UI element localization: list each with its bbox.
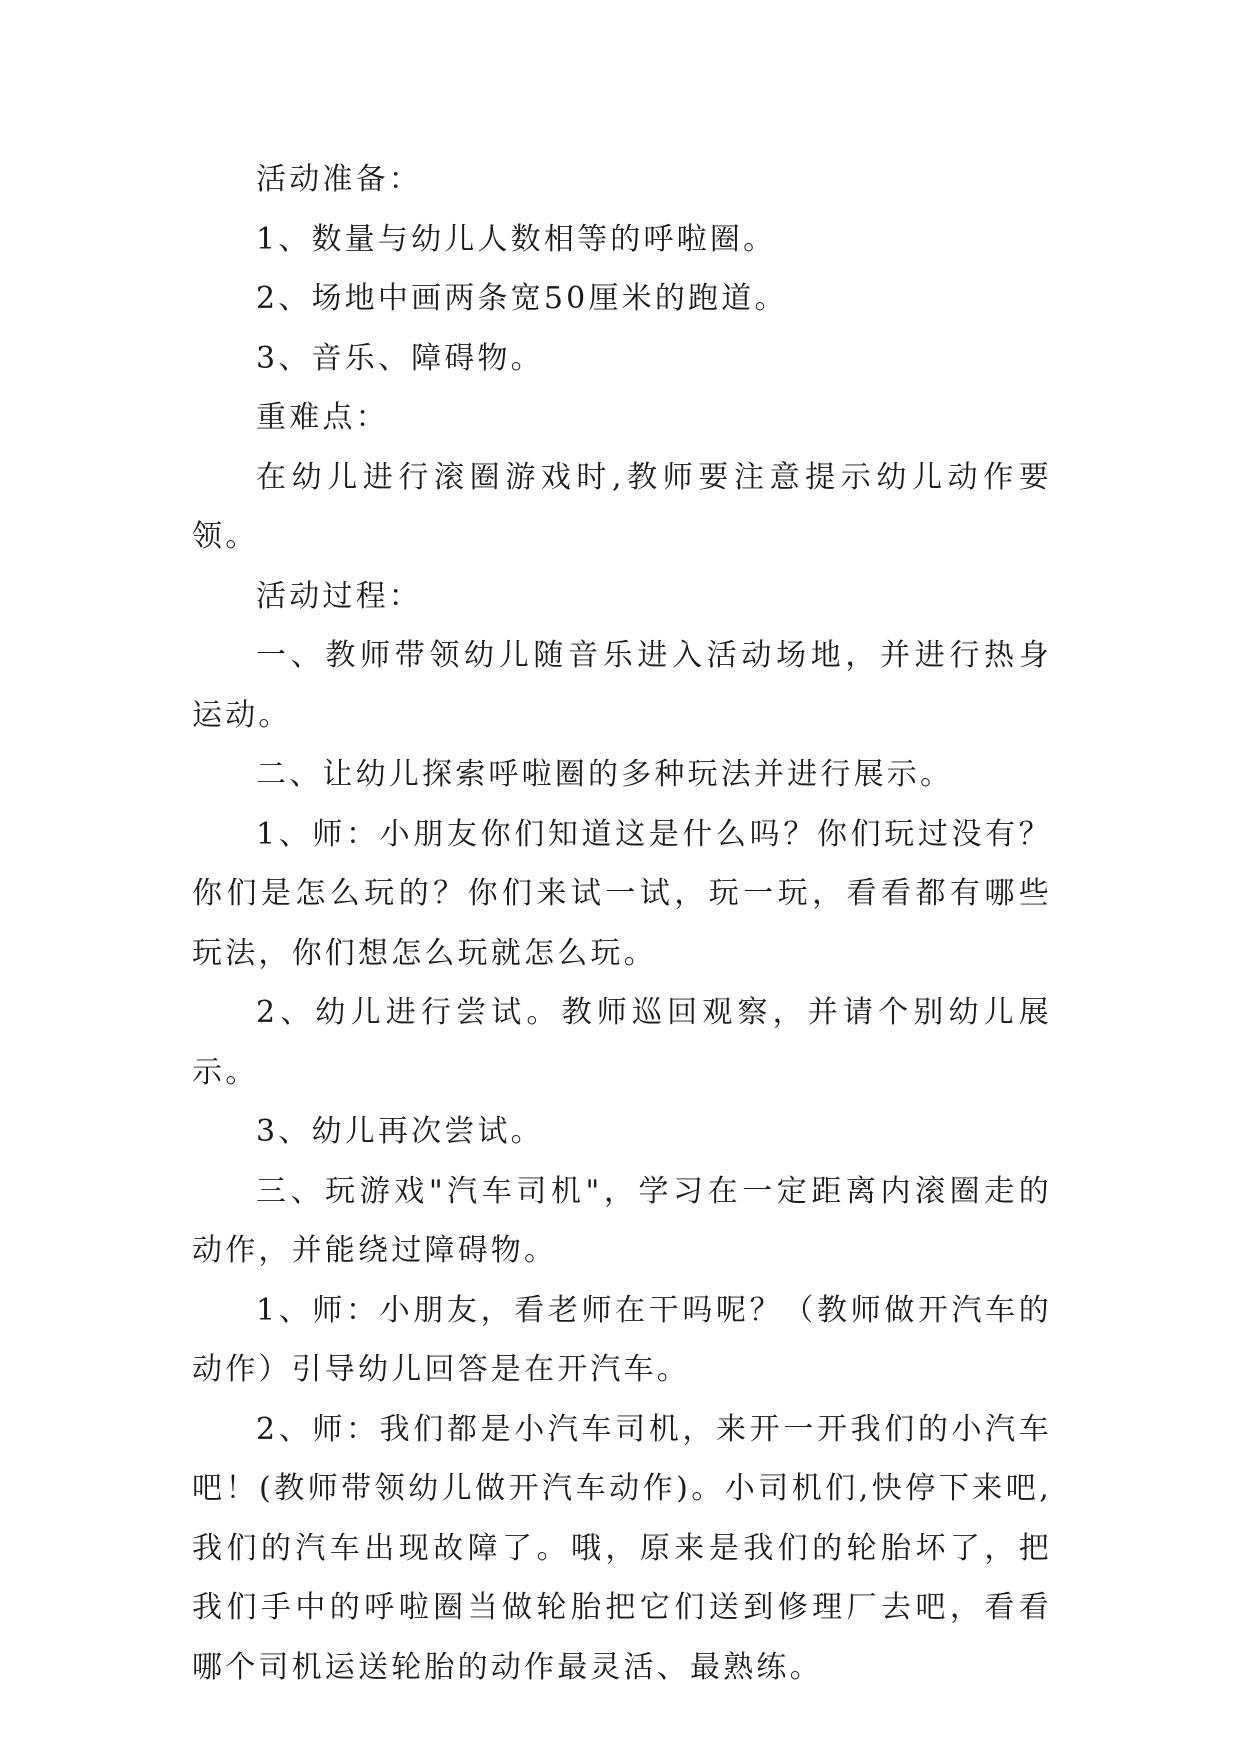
paragraph-step-2-item-2: 2、幼儿进行尝试。教师巡回观察，并请个别幼儿展示。: [192, 995, 1052, 1090]
paragraph-key-points-heading: 重难点：: [256, 400, 389, 435]
paragraph-preparation-item-1: 1、数量与幼儿人数相等的呼啦圈。: [256, 221, 777, 257]
paragraph-preparation-heading: 活动准备：: [256, 162, 422, 197]
paragraph-process-step-1: 一、教师带领幼儿随音乐进入活动场地，并进行热身运动。: [192, 638, 1052, 733]
document-body: [192, 150, 1052, 1697]
paragraph-process-step-2: 二、让幼儿探索呼啦圈的多种玩法并进行展示。: [256, 757, 954, 792]
paragraph-preparation-item-3: 3、音乐、障碍物。: [256, 340, 544, 376]
paragraph-process-step-3: 三、玩游戏"汽车司机"，学习在一定距离内滚圈走的动作，并能绕过障碍物。: [192, 1173, 1052, 1268]
paragraph-step-3-item-2: 2、师：我们都是小汽车司机，来开一开我们的小汽车吧！(教师带领幼儿做开汽车动作)。小司机们,快停下来吧,我们的汽车出现故障了。哦，原来是我们的轮胎坏了，把我们手中的呼啦圈当做轮胎把它们送到修理厂去吧，看看哪个司机运送轮胎的动作最灵活、最熟练。: [192, 1411, 1052, 1685]
paragraph-step-2-item-1: 1、师：小朋友你们知道这是什么吗？你们玩过没有？你们是怎么玩的？你们来试一试，玩一玩，看看都有哪些玩法，你们想怎么玩就怎么玩。: [192, 816, 1052, 971]
paragraph-preparation-item-2: 2、场地中画两条宽50厘米的跑道。: [256, 281, 788, 316]
paragraph-key-points-text: 在幼儿进行滚圈游戏时,教师要注意提示幼儿动作要领。: [192, 459, 1052, 554]
paragraph-process-heading: 活动过程：: [256, 578, 422, 614]
paragraph-step-2-item-3: 3、幼儿再次尝试。: [256, 1114, 544, 1149]
paragraph-step-3-item-1: 1、师：小朋友，看老师在干吗呢？（教师做开汽车的动作）引导幼儿回答是在开汽车。: [192, 1292, 1052, 1387]
